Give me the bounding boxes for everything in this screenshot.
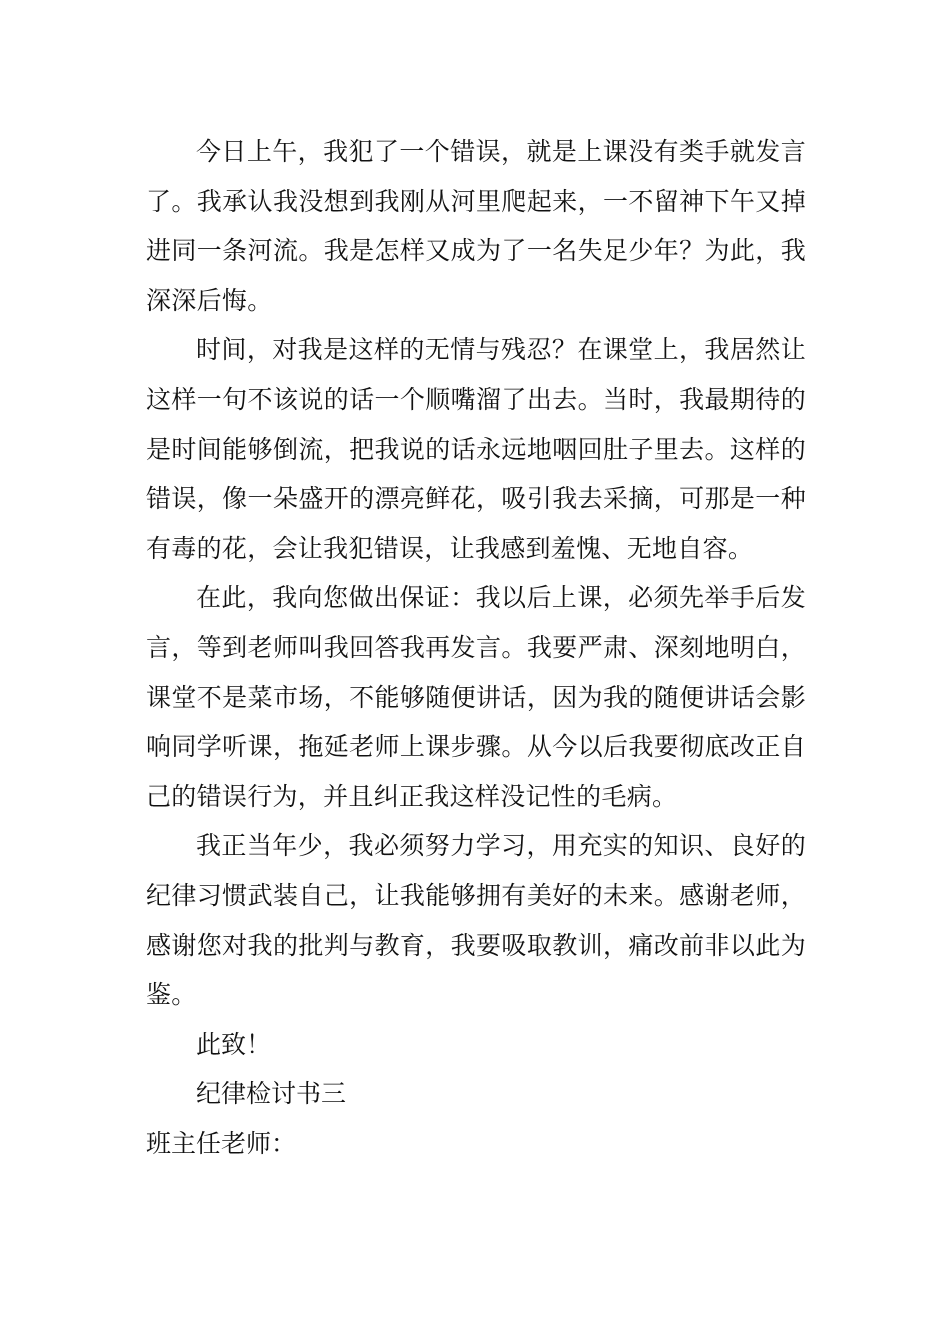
paragraph-4: 我正当年少，我必须努力学习，用充实的知识、良好的纪律习惯武装自己，让我能够拥有美好的未来。感谢老师，感谢您对我的批判与教育，我要吸取教训，痛改前非以此为鉴。 xyxy=(146,831,806,1010)
section-title: 纪律检讨书三 xyxy=(196,1079,347,1109)
paragraph-2: 时间，对我是这样的无情与残忍？在课堂上，我居然让这样一句不该说的话一个顺嘴溜了出去。当时，我最期待的是时间能够倒流，把我说的话永远地咽回肚子里去。这样的错误，像一朵盛开的漂亮鲜花，吸引我去采摘，可那是一种有毒的花，会让我犯错误，让我感到羞愧、无地自容。 xyxy=(146,335,806,563)
paragraph-3: 在此，我向您做出保证：我以后上课，必须先举手后发言，等到老师叫我回答我再发言。我要严肃、深刻地明白，课堂不是菜市场，不能够随便讲话，因为我的随便讲话会影响同学听课，拖延老师上课步骤。从今以后我要彻底改正自己的错误行为，并且纠正我这样没记性的毛病。 xyxy=(146,583,806,811)
paragraph-1: 今日上午，我犯了一个错误，就是上课没有类手就发言了。我承认我没想到我刚从河里爬起来，一不留神下午又掉进同一条河流。我是怎样又成为了一名失足少年？为此，我深深后悔。 xyxy=(146,137,806,315)
salutation: 班主任老师： xyxy=(146,1128,297,1158)
document-body xyxy=(146,127,806,1168)
closing-line: 此致！ xyxy=(196,1029,272,1059)
